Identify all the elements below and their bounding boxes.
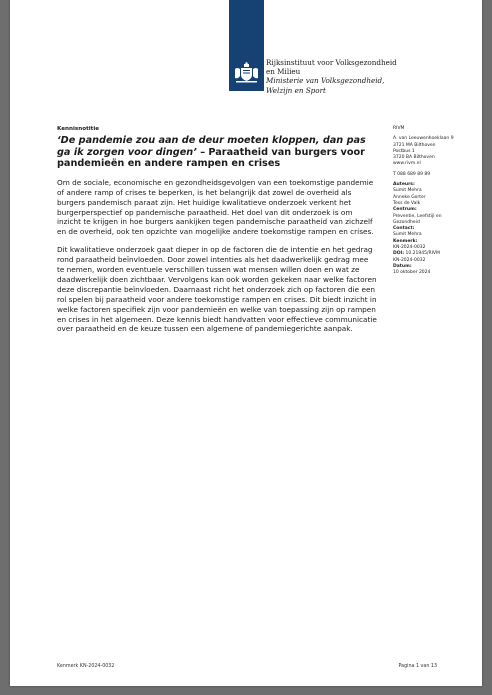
author-name: Anneke Gorter	[393, 194, 426, 200]
title-rest: – Paraatheid van burgers voor pandemieën en andere rampen en crises	[57, 146, 365, 170]
kenmerk-value: KN-2024-0032	[393, 245, 426, 251]
paragraph-1: Om de sociale, economische en gezondheidsgevolgen van een toekomstige pandemie of andere ramp of crises te beperken, is het belangrijk dat zowel de overheid als burgers pandemisch paraat zijn. Het huidige kwalitatieve onderzoek verkent het burgerperspectief op pandemische paraatheid. Het doel van dit onderzoek is om inzicht te krijgen in hoe burgers aankijken tegen pandemische paraatheid van zichzelf en de overheid, ook ten opzichte van mogelijke andere toekomstige rampen en crises.	[57, 177, 374, 237]
datum-value: 10 oktober 2024	[393, 270, 431, 276]
author-name: Tess de Valk	[393, 200, 421, 206]
document-type: Kennisnotitie	[57, 126, 100, 132]
title-quote: ‘De pandemie zou aan de deur moeten kloppen, dan pas ga ik zorgen voor dingen’	[57, 135, 366, 158]
org-line-2: en Milieu	[266, 67, 301, 77]
sidebar-org: RIVM	[393, 126, 405, 131]
phone-number: T 088 689 89 89	[393, 171, 431, 177]
kenmerk-label: Kenmerk:	[393, 238, 418, 244]
address-line: A. van Leeuwenhoeklaan 9	[393, 136, 454, 142]
document-page	[10, 0, 482, 686]
main-content	[57, 126, 377, 342]
contact-value: Sumit Mehra	[393, 232, 422, 238]
authors-label: Auteurs:	[393, 182, 415, 188]
centrum-value: Gezondheid	[393, 219, 420, 225]
contact-label: Contact:	[393, 226, 415, 232]
centrum-label: Centrum:	[393, 207, 417, 213]
ministry-line-1: Ministerie van Volksgezondheid,	[266, 76, 385, 86]
doi-label: DOI:	[393, 251, 405, 257]
sidebar-address	[393, 136, 479, 167]
footer-reference: Kenmerk KN-2024-0032	[57, 664, 115, 669]
address-line: 3721 MA Bilthoven	[393, 142, 436, 148]
sidebar-colophon	[393, 126, 479, 281]
doi-value: 10.21945/RIVM	[405, 251, 440, 257]
page-title	[57, 135, 377, 170]
org-line-1: Rijksinstituut voor Volksgezondheid	[266, 58, 397, 67]
organisation-name	[266, 58, 466, 95]
sidebar-meta	[393, 182, 479, 276]
website-link[interactable]: www.rivm.nl	[393, 161, 421, 167]
centrum-value: Preventie, Leefstijl en	[393, 213, 442, 219]
author-name: Sumit Mehra	[393, 188, 422, 194]
ministry-line-2: Welzijn en Sport	[266, 85, 326, 95]
address-line: Postbus 1	[393, 148, 415, 154]
datum-label: Datum:	[393, 263, 412, 269]
doi-continuation: KN-2024-0032	[393, 257, 426, 263]
paragraph-2: Dit kwalitatieve onderzoek gaat dieper in op de factoren die de intentie en het gedrag rond paraatheid beïnvloeden. Door zowel intenties als het daadwerkelijk gedrag mee te nemen, worden eventuele verschillen tussen wat mensen willen doen en wat ze daadwerkelijk doen zichtbaar. Vervolgens kan ook worden gekeken naar welke factoren deze discrepantie beïnvloeden. Daarnaast richt het onderzoek zich op factoren die een rol spelen bij paraatheid voor andere toekomstige rampen en crises. Dit biedt inzicht in welke factoren specifiek zijn voor pandemieën en welke van toepassing zijn op rampen en crises in het algemeen. Deze kennis biedt handvatten voor effectieve communicatie over paraatheid en de keuze tussen een algemene of pandemiegerichte aanpak.	[57, 245, 377, 334]
logo-bar	[229, 0, 264, 91]
crest-icon	[233, 62, 260, 84]
address-line: 3720 BA Bilthoven	[393, 155, 435, 161]
page-number: Pagina 1 van 13	[398, 664, 437, 669]
